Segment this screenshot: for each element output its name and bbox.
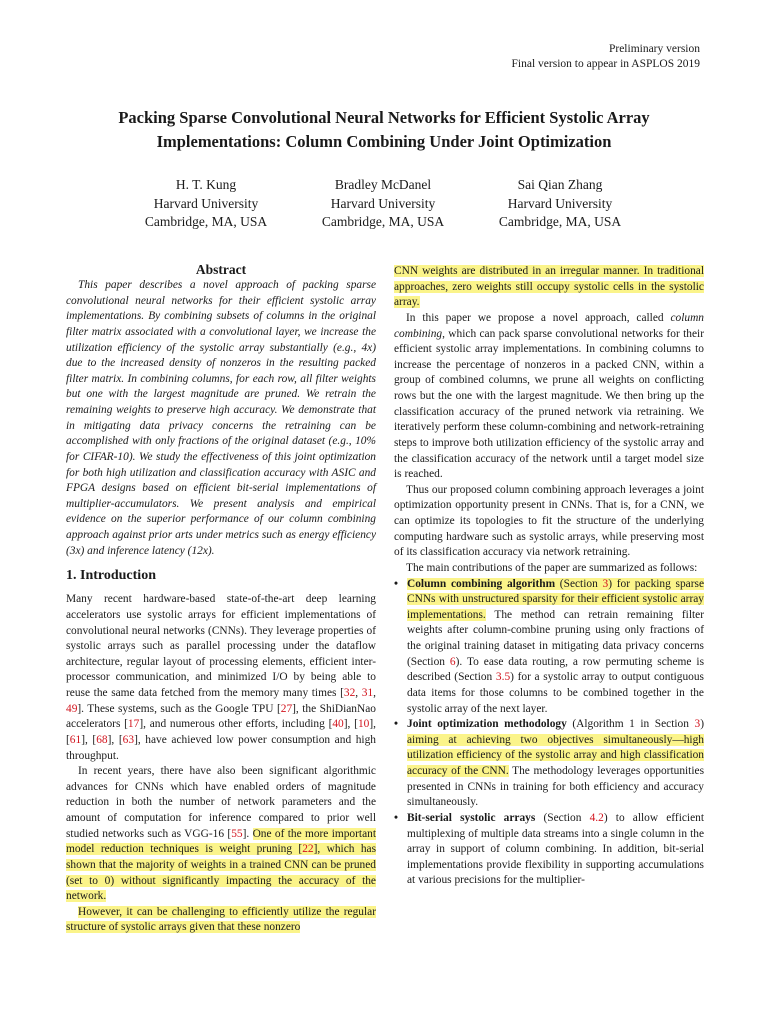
text-run: In recent years, there have also been significant algorithmic advances for CNNs which have enabled orders of magnitude reduction in both the number of network parameters and the amount of computation for inference compared to prior well studied networks such as VGG-16 [ (66, 765, 376, 840)
text-run: Many recent hardware-based state-of-the-art deep learning accelerators use systolic arrays for efficient implementations of convolutional neural networks (CNNs). They leverage properties of systolic arrays such as parallel processing under the dataflow architecture, regular layout of processing elements, efficient inter-processor communication, and minimized I/O by being able to reuse the same data fetched from the memory many times [ (66, 593, 376, 699)
author-location: Cambridge, MA, USA (321, 214, 445, 229)
citation-link[interactable]: 22 (302, 843, 314, 856)
author-affiliation: Harvard University (507, 195, 613, 211)
text-run: ]. (242, 827, 253, 840)
text-run: ) (700, 718, 704, 731)
citation-link[interactable]: 27 (280, 702, 293, 715)
citation-link[interactable]: 32 (343, 687, 356, 699)
citation-link[interactable]: 31 (361, 687, 374, 699)
right-column (394, 264, 704, 889)
list-item (394, 717, 704, 811)
text-run: ], [ (81, 733, 97, 746)
text-run: ], the ShiDianNao accelerators [ (66, 702, 376, 731)
abstract-text: This paper describes a novel approach of packing sparse convolutional neural networks for their efficient systolic array implementations. By combining subsets of columns in the original filter matrix associated with a convolutional layer, we increase the utilization efficiency of the systolic array substantially (e.g., 4x) due to the increased density of nonzeros in the resulting packed filter matrix. In combining columns, for each row, all filter weights but one with the largest magnitude are pruned. We retrain the remaining weights to preserve high accuracy. We demonstrate that in mitigating data privacy concerns the retraining can be accomplished with only fractions of the original dataset (e.g., 10% for CIFAR-10). We study the effectiveness of this joint optimization for both high utilization and classification accuracy with ASIC and FPGA designs based on efficient bit-serial implementations of multiplier-accumulators. We present analysis and empirical evidence on the superior performance of our column combining approach against prior arts under metrics such as energy efficiency (3x) and inference latency (12x). (66, 279, 376, 557)
text-run: , which can pack sparse convolutional networks for their efficient systolic array implementations. In combining columns to increase the percentage of nonzeros in a packed CNN, within a group of combined columns, we prune all weights on conflicting rows but the one with the largest magnitude. We then bring up the classification accuracy of the pruned network via retraining. We iteratively perform these column-combining and network-retraining steps to improve both utilization efficiency of the systolic array and the classification accuracy of the network until a target model size is reached. (394, 327, 704, 481)
paper-title (60, 106, 708, 154)
paper-title-line1: Packing Sparse Convolutional Neural Networks for Efficient Systolic Array (118, 108, 650, 127)
right-paragraph-0 (394, 264, 704, 311)
citation-link[interactable]: 55 (231, 827, 243, 840)
citation-link[interactable]: 68 (96, 733, 108, 746)
list-item (394, 577, 704, 718)
text-run: ], [ (66, 718, 376, 746)
version-note-line2: Final version to appear in ASPLOS 2019 (511, 58, 700, 70)
section-heading-introduction: 1. Introduction (66, 568, 156, 584)
text-run: ) to allow efficient multiplexing of multiple data streams into a single column in the array in support of column combining. In addition, bit-serial implementations provide flexibility in supporting accumulations at various precisions for the multiplier- (407, 811, 704, 887)
citation-link[interactable]: 63 (122, 733, 135, 746)
highlighted-text: CNN weights are distributed in an irregular manner. In traditional approaches, zero weights still occupy systolic cells in the systolic array. (394, 265, 704, 309)
author-location: Cambridge, MA, USA (144, 214, 268, 229)
highlighted-text: One of the more important model reduction techniques is weight pruning [ (66, 827, 376, 856)
highlighted-text: ], which has shown that the majority of weights in a trained CNN can be pruned (set to 0) without significantly impacting the accuracy of the network. (66, 843, 376, 903)
text-run: ], have achieved low power consumption and high throughput. (66, 733, 376, 762)
author-name: Sai Qian Zhang (517, 177, 603, 192)
section-link[interactable]: 4.2 (589, 811, 604, 824)
author-location: Cambridge, MA, USA (498, 214, 622, 229)
intro-paragraph-3 (66, 905, 376, 936)
citation-link[interactable]: 10 (357, 718, 370, 731)
intro-paragraph-2 (66, 764, 376, 905)
author-block (283, 176, 483, 232)
left-column (66, 262, 376, 936)
text-run: In this paper we propose a novel approach, called (406, 311, 671, 324)
bullet-icon: • (394, 811, 398, 824)
section-link[interactable]: 3 (694, 718, 701, 731)
text-run: The method can retrain remaining filter weights after column-combine pruning using only fractions of the original training dataset in mitigating data privacy concerns (Section (407, 608, 704, 668)
list-item (394, 811, 704, 889)
emphasis-text: column combining (394, 311, 704, 340)
text-run: ], and numerous other efforts, including [ (139, 718, 333, 731)
highlighted-text: aiming at achieving two objectives simultaneously—high utilization efficiency of the systolic array and high classification accuracy of the CNN. (407, 733, 704, 777)
section-link[interactable]: 6 (449, 655, 456, 668)
author-block (460, 176, 660, 232)
text-run: (Algorithm 1 in Section (566, 718, 695, 731)
citation-link[interactable]: 17 (127, 718, 140, 731)
text-run: , (373, 687, 376, 699)
text-run: The methodology leverages opportunities presented in CNNs in training for both efficiency and accuracy simultaneously. (407, 765, 705, 809)
citation-link[interactable]: 49 (66, 702, 78, 715)
contribution-title: Column combining algorithm (407, 577, 556, 590)
text-run: , (355, 687, 362, 699)
intro-paragraph-1 (66, 592, 376, 764)
right-paragraph-1 (394, 311, 704, 483)
section-link[interactable]: 3.5 (495, 671, 511, 684)
right-paragraph-2: Thus our proposed column combining approach leverages a joint optimization opportunity present in CNNs. That is, for a CNN, we can optimize its topologies to fit the structure of the underlying computing hardware such as systolic arrays, while preserving most of its classification accuracy via network retraining. (394, 483, 704, 559)
text-run: (Section (535, 811, 590, 824)
text-run: ], [ (107, 733, 123, 746)
author-name: H. T. Kung (175, 177, 237, 192)
bullet-icon: • (394, 718, 398, 731)
section-link[interactable]: 3 (602, 577, 609, 590)
contribution-title: Joint optimization methodology (407, 718, 567, 731)
author-affiliation: Harvard University (330, 195, 436, 211)
text-run: ]. These systems, such as the Google TPU [ (77, 702, 281, 715)
text-run: ) for a systolic array to output contiguous data items for those columns to be combined together in the systolic array of the next layer. (407, 671, 704, 715)
author-name: Bradley McDanel (334, 177, 432, 192)
highlighted-text: (Section (555, 577, 603, 590)
contribution-title: Bit-serial systolic arrays (407, 811, 536, 824)
paper-title-line2: Implementations: Column Combining Under Joint Optimization (156, 132, 612, 151)
bullet-icon: • (394, 577, 398, 590)
citation-link[interactable]: 40 (332, 718, 344, 731)
author-affiliation: Harvard University (153, 195, 259, 211)
abstract-heading: Abstract (195, 262, 247, 277)
version-note (512, 42, 700, 72)
contributions-list (394, 577, 704, 890)
author-block (106, 176, 306, 232)
text-run: ], [ (343, 718, 358, 731)
citation-link[interactable]: 61 (69, 733, 82, 746)
highlighted-text: However, it can be challenging to efficiently utilize the regular structure of systolic arrays given that these nonzero (66, 905, 376, 934)
right-paragraph-3: The main contributions of the paper are summarized as follows: (406, 561, 698, 574)
version-note-line1: Preliminary version (608, 43, 700, 55)
text-run: ). To ease data routing, a row permuting scheme is described (Section (407, 655, 704, 684)
highlighted-text: ) for packing sparse CNNs with unstructured sparsity for their efficient systolic array implementations. (407, 577, 705, 621)
